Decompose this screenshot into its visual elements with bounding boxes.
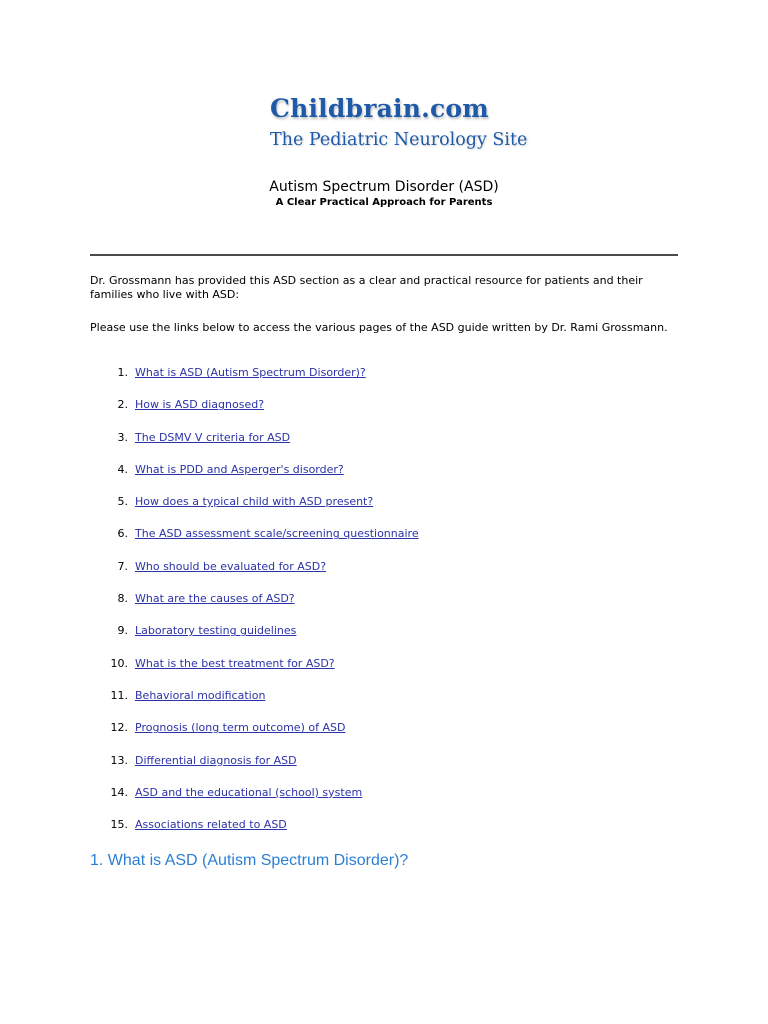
- logo-subtitle: The Pediatric Neurology Site: [270, 130, 528, 150]
- document-subtitle: A Clear Practical Approach for Parents: [275, 197, 493, 208]
- toc-item: [90, 754, 678, 786]
- toc-number: 1.: [117, 366, 128, 379]
- toc-link[interactable]: Laboratory testing guidelines: [135, 624, 297, 638]
- toc-number: 15.: [110, 818, 128, 832]
- horizontal-divider: [90, 254, 678, 256]
- toc-link[interactable]: Behavioral modification: [135, 688, 266, 702]
- toc-number: 14.: [110, 785, 128, 799]
- toc-link[interactable]: Differential diagnosis for ASD: [135, 753, 297, 767]
- toc-link[interactable]: What is ASD (Autism Spectrum Disorder)?: [135, 366, 366, 379]
- toc-number: 12.: [110, 721, 128, 735]
- toc-link[interactable]: What are the causes of ASD?: [135, 592, 295, 606]
- toc-link[interactable]: Prognosis (long term outcome) of ASD: [135, 721, 346, 735]
- toc-link[interactable]: ASD and the educational (school) system: [135, 785, 363, 799]
- toc-link[interactable]: Associations related to ASD: [135, 818, 287, 832]
- toc-number: 13.: [110, 753, 128, 767]
- toc-item: [90, 624, 678, 656]
- toc-item: [90, 818, 678, 850]
- toc-item: [90, 495, 678, 527]
- toc-link[interactable]: The ASD assessment scale/screening questionnaire: [135, 527, 419, 541]
- toc-item: [90, 366, 678, 398]
- table-of-contents: [90, 366, 678, 850]
- toc-item: [90, 398, 678, 430]
- toc-item: [90, 527, 678, 559]
- toc-link[interactable]: How is ASD diagnosed?: [135, 398, 265, 412]
- toc-link[interactable]: Who should be evaluated for ASD?: [135, 559, 327, 573]
- toc-number: 11.: [110, 688, 128, 702]
- instructions-paragraph: Please use the links below to access the various pages of the ASD guide written by Dr. Rami Grossmann.: [90, 321, 668, 334]
- document-title: Autism Spectrum Disorder (ASD): [269, 179, 499, 195]
- toc-number: 9.: [117, 624, 128, 638]
- toc-item: [90, 560, 678, 592]
- toc-item: [90, 657, 678, 689]
- toc-number: 7.: [117, 559, 128, 573]
- toc-item: [90, 786, 678, 818]
- toc-number: 2.: [117, 398, 128, 412]
- toc-number: 10.: [110, 656, 128, 670]
- site-logo[interactable]: [270, 92, 530, 152]
- toc-number: 8.: [117, 592, 128, 606]
- toc-item: [90, 463, 678, 495]
- logo-title: Childbrain.com: [270, 94, 489, 123]
- toc-item: [90, 431, 678, 463]
- toc-item: [90, 721, 678, 753]
- toc-number: 5.: [117, 495, 128, 509]
- intro-paragraph: Dr. Grossmann has provided this ASD section as a clear and practical resource for patients and their families who live with ASD:: [90, 274, 643, 301]
- toc-item: [90, 689, 678, 721]
- toc-item: [90, 592, 678, 624]
- toc-number: 4.: [117, 462, 128, 476]
- toc-number: 3.: [117, 430, 128, 444]
- section-heading: 1. What is ASD (Autism Spectrum Disorder)?: [90, 852, 409, 869]
- toc-number: 6.: [117, 527, 128, 541]
- toc-link[interactable]: What is the best treatment for ASD?: [135, 656, 335, 670]
- toc-link[interactable]: The DSMV V criteria for ASD: [135, 430, 291, 444]
- toc-link[interactable]: What is PDD and Asperger's disorder?: [135, 462, 344, 476]
- toc-link[interactable]: How does a typical child with ASD present?: [135, 495, 374, 509]
